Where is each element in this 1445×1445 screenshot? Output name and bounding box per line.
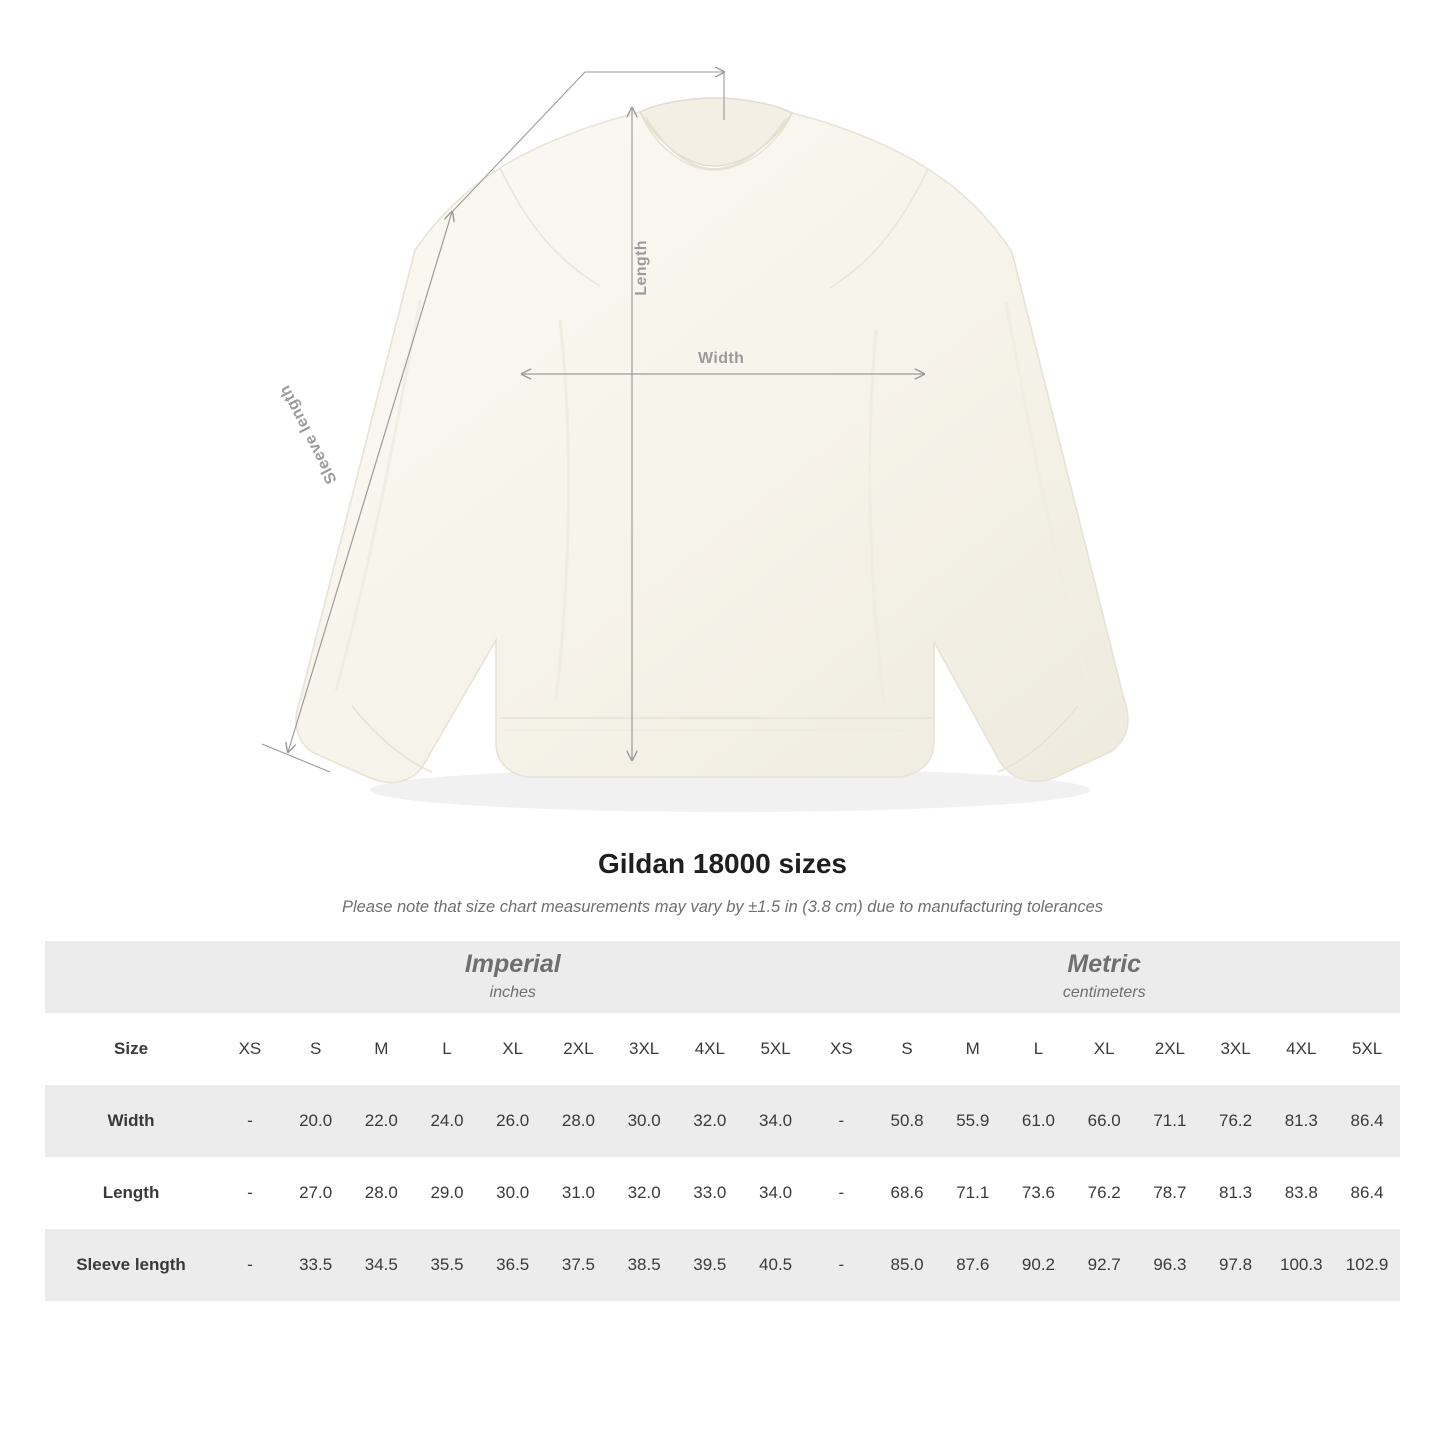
cell: 66.0 [1071, 1085, 1137, 1157]
cell: 40.5 [743, 1229, 809, 1301]
cell: 86.4 [1334, 1085, 1400, 1157]
size-col-header: 3XL [611, 1013, 677, 1085]
cell: 100.3 [1268, 1229, 1334, 1301]
size-col-header: 4XL [677, 1013, 743, 1085]
cell: 32.0 [677, 1085, 743, 1157]
cell: 96.3 [1137, 1229, 1203, 1301]
size-col-header: XL [480, 1013, 546, 1085]
length-dimension-label: Length [633, 240, 650, 296]
cell: 20.0 [283, 1085, 349, 1157]
cell: 87.6 [940, 1229, 1006, 1301]
cell: 35.5 [414, 1229, 480, 1301]
cell: 30.0 [611, 1085, 677, 1157]
cell: - [809, 1157, 875, 1229]
size-row-label: Size [45, 1013, 217, 1085]
cell: - [809, 1229, 875, 1301]
size-col-header: L [414, 1013, 480, 1085]
cell: - [217, 1085, 283, 1157]
imperial-unit-sub: inches [489, 983, 536, 1001]
cell: 50.8 [874, 1085, 940, 1157]
cell: 22.0 [348, 1085, 414, 1157]
page-title: Gildan 18000 sizes [597, 848, 848, 879]
cell: 24.0 [414, 1085, 480, 1157]
cell: 55.9 [940, 1085, 1006, 1157]
cell: 38.5 [611, 1229, 677, 1301]
metric-unit-header [809, 941, 1401, 1013]
cell: 26.0 [480, 1085, 546, 1157]
cell: 81.3 [1203, 1157, 1269, 1229]
row-label-length: Length [45, 1157, 217, 1229]
cell: 68.6 [874, 1157, 940, 1229]
size-col-header: 4XL [1268, 1013, 1334, 1085]
sleeve-length-dimension-label: Sleeve length [276, 382, 341, 487]
cell: - [809, 1085, 875, 1157]
cell: 83.8 [1268, 1157, 1334, 1229]
title-block [0, 848, 1445, 917]
cell: 92.7 [1071, 1229, 1137, 1301]
unit-header-spacer [45, 941, 217, 1013]
cell: 27.0 [283, 1157, 349, 1229]
size-col-header: 5XL [1334, 1013, 1400, 1085]
unit-header-row [45, 941, 1400, 1013]
size-table [45, 941, 1400, 1301]
cell: 73.6 [1006, 1157, 1072, 1229]
cell: - [217, 1157, 283, 1229]
size-table-wrapper [45, 941, 1400, 1301]
cell: 71.1 [940, 1157, 1006, 1229]
cell: 29.0 [414, 1157, 480, 1229]
cell: 36.5 [480, 1229, 546, 1301]
cell: 34.5 [348, 1229, 414, 1301]
cell: 76.2 [1203, 1085, 1269, 1157]
size-col-header: XS [217, 1013, 283, 1085]
cell: 86.4 [1334, 1157, 1400, 1229]
cell: - [217, 1229, 283, 1301]
metric-unit-name: Metric [1067, 949, 1142, 978]
table-row [45, 1085, 1400, 1157]
cell: 34.0 [743, 1157, 809, 1229]
width-dimension-label: Width [698, 350, 745, 367]
cell: 78.7 [1137, 1157, 1203, 1229]
size-col-header: S [283, 1013, 349, 1085]
size-col-header: 2XL [1137, 1013, 1203, 1085]
size-col-header: 5XL [743, 1013, 809, 1085]
table-row [45, 1229, 1400, 1301]
size-col-header: M [940, 1013, 1006, 1085]
cell: 30.0 [480, 1157, 546, 1229]
imperial-unit-header [217, 941, 808, 1013]
cell: 32.0 [611, 1157, 677, 1229]
table-row [45, 1157, 1400, 1229]
size-col-header: L [1006, 1013, 1072, 1085]
cell: 28.0 [348, 1157, 414, 1229]
cell: 85.0 [874, 1229, 940, 1301]
cell: 102.9 [1334, 1229, 1400, 1301]
row-label-width: Width [45, 1085, 217, 1157]
cell: 71.1 [1137, 1085, 1203, 1157]
cell: 37.5 [546, 1229, 612, 1301]
cell: 34.0 [743, 1085, 809, 1157]
row-label-sleeve-length: Sleeve length [45, 1229, 217, 1301]
cell: 81.3 [1268, 1085, 1334, 1157]
size-col-header: 3XL [1203, 1013, 1269, 1085]
cell: 33.5 [283, 1229, 349, 1301]
metric-unit-sub: centimeters [1062, 983, 1146, 1001]
size-col-header: M [348, 1013, 414, 1085]
size-col-header: XS [809, 1013, 875, 1085]
size-col-header: XL [1071, 1013, 1137, 1085]
size-header-row [45, 1013, 1400, 1085]
cell: 33.0 [677, 1157, 743, 1229]
cell: 31.0 [546, 1157, 612, 1229]
cell: 97.8 [1203, 1229, 1269, 1301]
cell: 28.0 [546, 1085, 612, 1157]
size-col-header: 2XL [546, 1013, 612, 1085]
cell: 76.2 [1071, 1157, 1137, 1229]
cell: 90.2 [1006, 1229, 1072, 1301]
tolerance-note: Please note that size chart measurements may vary by ±1.5 in (3.8 cm) due to manufacturing tolerances [341, 898, 1104, 916]
imperial-unit-name: Imperial [464, 949, 561, 978]
size-col-header: S [874, 1013, 940, 1085]
cell: 61.0 [1006, 1085, 1072, 1157]
cell: 39.5 [677, 1229, 743, 1301]
